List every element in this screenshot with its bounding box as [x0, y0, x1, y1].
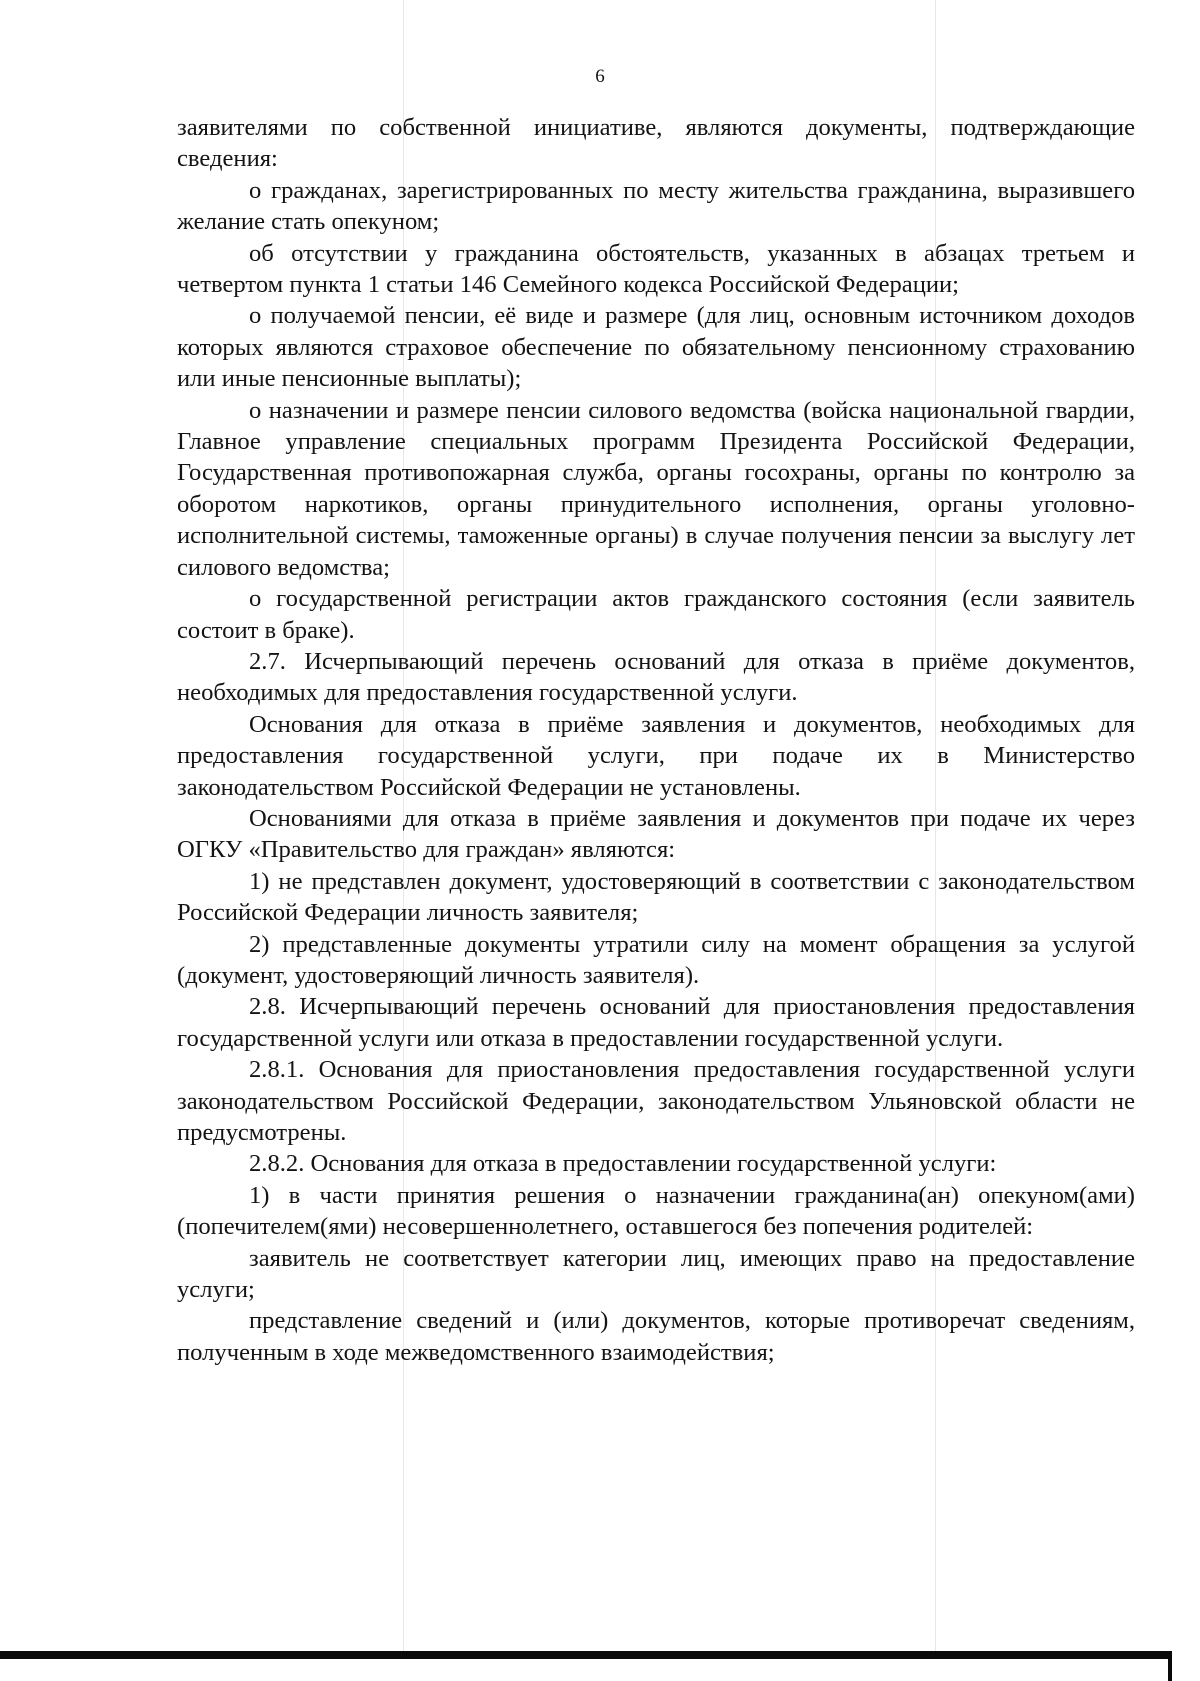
paragraph: Основаниями для отказа в приёме заявления и документов при подаче их через ОГКУ «Правительство для граждан» являются: [177, 804, 1135, 864]
paragraph: заявителями по собственной инициативе, являются документы, подтверждающие сведения: [177, 114, 1135, 173]
list-item: 1) в части принятия решения о назначении гражданина(ан) опекуном(ами) (попечителем(ями) несовершеннолетнего, оставшегося без попечения родителей: [177, 1181, 1135, 1241]
paragraph: заявитель не соответствует категории лиц, имеющих право на предоставление услуги; [177, 1244, 1135, 1304]
paragraph: об отсутствии у гражданина обстоятельств, указанных в абзацах третьем и четвертом пункта 1 статьи 146 Семейного кодекса Российской Федерации; [177, 239, 1135, 299]
section-heading: 2.8. Исчерпывающий перечень оснований для приостановления предоставления государственной услуги или отказа в предоставлении государственной услуги. [177, 993, 1135, 1052]
list-item: 2) представленные документы утратили силу на момент обращения за услугой (документ, удостоверяющий личность заявителя). [177, 930, 1135, 989]
scan-bottom-border [0, 1651, 1168, 1659]
paragraph: о назначении и размере пенсии силового ведомства (войска национальной гвардии, Главное управление специальных программ Президента Российской Федерации, Государственная противопожарная служба, органы госохраны, органы по контролю за оборотом наркотиков, органы принудительного исполнения, органы уголовно-исполнительной системы, таможенные органы) в случае получения пенсии за выслугу лет силового ведомства; [177, 396, 1135, 581]
list-item: 1) не представлен документ, удостоверяющий в соответствии с законодательством Российской Федерации личность заявителя; [177, 867, 1135, 927]
paragraph: 2.8.1. Основания для приостановления предоставления государственной услуги законодательством Российской Федерации, законодательством Ульяновской области не предусмотрены. [177, 1056, 1135, 1146]
paragraph: о гражданах, зарегистрированных по месту жительства гражданина, выразившего желание стать опекуном; [177, 176, 1135, 236]
paragraph: о получаемой пенсии, её виде и размере (для лиц, основным источником доходов которых являются страховое обеспечение по обязательному пенсионному страхованию или иные пенсионные выплаты); [177, 302, 1135, 393]
paragraph: о государственной регистрации актов гражданского состояния (если заявитель состоит в браке). [177, 585, 1135, 644]
scan-edge-mark [1168, 1651, 1172, 1681]
paragraph: представление сведений и (или) документов, которые противоречат сведениям, полученным в ходе межведомственного взаимодействия; [177, 1307, 1135, 1366]
document-body [177, 112, 1135, 1368]
page-number: 6 [595, 66, 605, 87]
paragraph: 2.8.2. Основания для отказа в предоставлении государственной услуги: [249, 1150, 997, 1178]
paragraph: Основания для отказа в приёме заявления и документов, необходимых для предоставления государственной услуги, при подаче их в Министерство законодательством Российской Федерации не установлены. [177, 710, 1135, 801]
section-heading: 2.7. Исчерпывающий перечень оснований для отказа в приёме документов, необходимых для предоставления государственной услуги. [177, 647, 1135, 707]
